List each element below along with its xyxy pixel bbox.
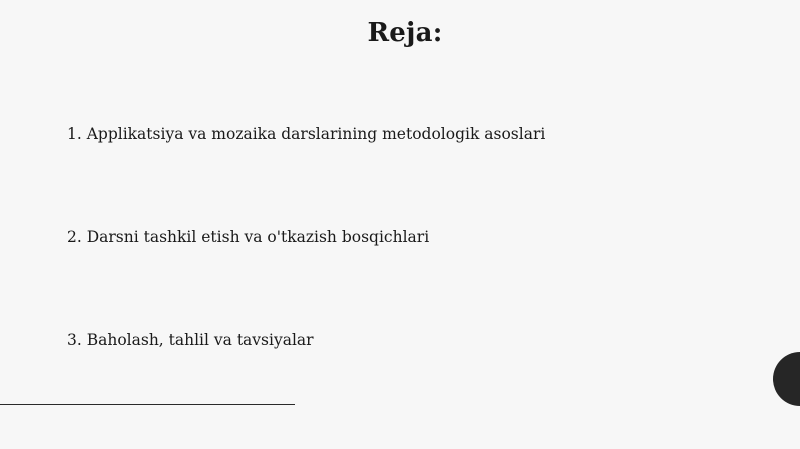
plan-item-3: 3. Baholash, tahlil va tavsiyalar bbox=[67, 331, 314, 349]
plan-item-2: 2. Darsni tashkil etish va o'tkazish bosqichlari bbox=[67, 228, 430, 246]
plan-item-1: 1. Applikatsiya va mozaika darslarining metodologik asoslari bbox=[67, 125, 546, 143]
slide-title: Reja: bbox=[367, 18, 443, 48]
circle-button-icon[interactable] bbox=[773, 352, 800, 406]
decorative-divider bbox=[0, 404, 295, 405]
